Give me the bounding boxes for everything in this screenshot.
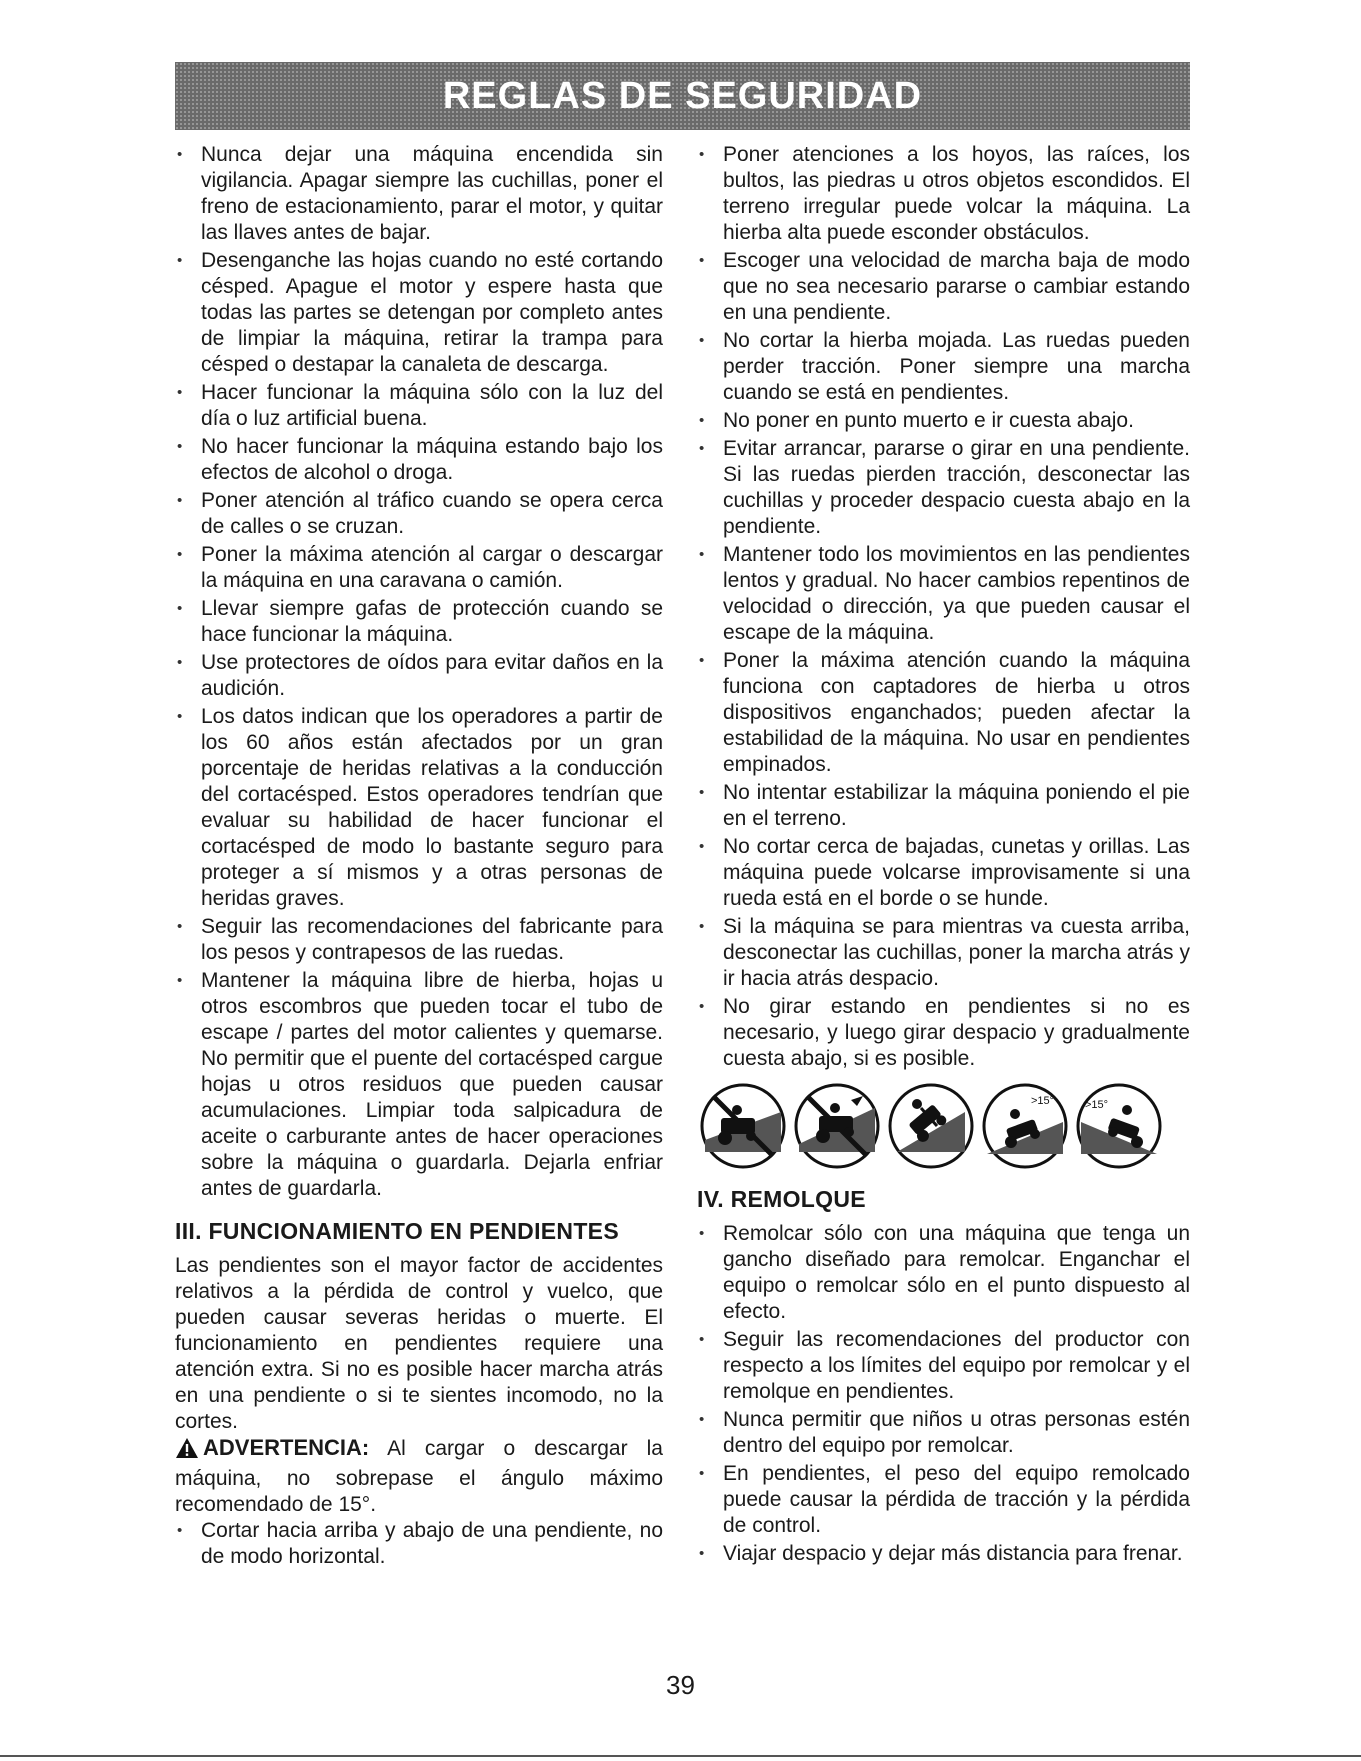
list-item: • Desenganche las hojas cuando no esté cortando césped. Apague el motor y espere hasta que todas las partes se detengan por completo antes de limpiar la máquina, retirar la trampa para césped o destapar la canaleta de descarga.: [175, 248, 663, 378]
warning-label: ADVERTENCIA:: [203, 1435, 370, 1460]
list-item: • Viajar despacio y dejar más distancia para frenar.: [697, 1541, 1190, 1567]
no-mow-across-slope-icon: [699, 1082, 787, 1170]
list-item: • No intentar estabilizar la máquina poniendo el pie en el terreno.: [697, 780, 1190, 832]
section-heading-towing: IV. REMOLQUE: [697, 1186, 866, 1212]
slopes-list-right: [697, 142, 1190, 1072]
slope-safety-illustrations: [699, 1082, 1190, 1170]
list-item: • Hacer funcionar la máquina sólo con la luz del día o luz artificial buena.: [175, 380, 663, 432]
tipping-mower-icon: [887, 1082, 975, 1170]
list-item: • Seguir las recomendaciones del productor con respecto a los límites del equipo por remolcar y el remolque en pendientes.: [697, 1327, 1190, 1405]
list-item: • Si la máquina se para mientras va cuesta arriba, desconectar las cuchillas, poner la marcha atrás y ir hacia atrás despacio.: [697, 914, 1190, 992]
towing-list: [697, 1221, 1190, 1567]
list-item: • No cortar cerca de bajadas, cunetas y orillas. Las máquina puede volcarse improvisamente si una rueda está en el borde o se hunde.: [697, 834, 1190, 912]
list-item: • No cortar la hierba mojada. Las ruedas pueden perder tracción. Poner siempre una marcha cuando se está en pendientes.: [697, 328, 1190, 406]
slopes-intro: Las pendientes son el mayor factor de accidentes relativos a la pérdida de control y vuelco, que pueden causar severas heridas o muerte. El funcionamiento en pendientes requiere una atención extra. Si no es posible hacer marcha atrás en una pendiente o si te sientes incomodo, no la cortes.: [175, 1254, 663, 1433]
bottom-divider: [0, 1755, 1361, 1757]
list-item: • En pendientes, el peso del equipo remolcado puede causar la pérdida de tracción y la pérdida de control.: [697, 1461, 1190, 1539]
angle-label: >15°: [1031, 1095, 1055, 1107]
uphill-angle-icon: [981, 1082, 1069, 1170]
page-title: REGLAS DE SEGURIDAD: [442, 74, 923, 117]
no-turn-on-slope-icon: [793, 1082, 881, 1170]
list-item: • Evitar arrancar, pararse o girar en una pendiente. Si las ruedas pierden tracción, desconectar las cuchillas y proceder despacio cuesta abajo en la pendiente.: [697, 436, 1190, 540]
list-item: • Use protectores de oídos para evitar daños en la audición.: [175, 650, 663, 702]
list-item: • No girar estando en pendientes si no es necesario, y luego girar despacio y gradualmente cuesta abajo, si es posible.: [697, 994, 1190, 1072]
section-heading-slopes: III. FUNCIONAMIENTO EN PENDIENTES: [175, 1218, 619, 1244]
list-item: • Poner atención al tráfico cuando se opera cerca de calles o se cruzan.: [175, 488, 663, 540]
list-item: • Poner la máxima atención al cargar o descargar la máquina en una caravana o camión.: [175, 542, 663, 594]
slopes-list-left: [175, 1518, 663, 1570]
left-column: [175, 142, 663, 1572]
list-item: • No poner en punto muerto e ir cuesta abajo.: [697, 408, 1190, 434]
header-banner: [175, 62, 1190, 130]
page-number: 39: [666, 1670, 695, 1700]
list-item: • Poner la máxima atención cuando la máquina funciona con captadores de hierba u otros dispositivos enganchados; pueden afectar la estabilidad de la máquina. No usar en pendientes empinados.: [697, 648, 1190, 778]
list-item: • Cortar hacia arriba y abajo de una pendiente, no de modo horizontal.: [175, 1518, 663, 1570]
warning-note: [175, 1435, 663, 1518]
downhill-angle-icon: [1075, 1082, 1163, 1170]
list-item: • Los datos indican que los operadores a partir de los 60 años están afectados por un gran porcentaje de heridas relativas a la conducción del cortacésped. Estos operadores tendrían que evaluar su habilidad de hacer funcionar el cortacésped de modo lo bastante seguro para proteger a sí mismos y a otras personas de heridas graves.: [175, 704, 663, 912]
list-item: • Remolcar sólo con una máquina que tenga un gancho diseñado para remolcar. Enganchar el equipo o remolcar sólo en el punto dispuesto al efecto.: [697, 1221, 1190, 1325]
list-item: • Poner atenciones a los hoyos, las raíces, los bultos, las piedras u otros objetos escondidos. El terreno irregular puede volcar la máquina. La hierba alta puede esconder obstáculos.: [697, 142, 1190, 246]
list-item: • Escoger una velocidad de marcha baja de modo que no sea necesario pararse o cambiar estando en una pendiente.: [697, 248, 1190, 326]
list-item: • Nunca dejar una máquina encendida sin vigilancia. Apagar siempre las cuchillas, poner el freno de estacionamiento, parar el motor, y quitar las llaves antes de bajar.: [175, 142, 663, 246]
warning-triangle-icon: [175, 1437, 199, 1466]
list-item: • Mantener la máquina libre de hierba, hojas u otros escombros que pueden tocar el tubo de escape / partes del motor calientes y quemarse. No permitir que el puente del cortacésped cargue hojas u otros residuos que pueden causar acumulaciones. Limpiar toda salpicadura de aceite o carburante antes de hacer operaciones sobre la máquina o guardarla. Dejarla enfriar antes de guardarla.: [175, 968, 663, 1202]
list-item: • Nunca permitir que niños u otras personas estén dentro del equipo por remolcar.: [697, 1407, 1190, 1459]
list-item: • Llevar siempre gafas de protección cuando se hace funcionar la máquina.: [175, 596, 663, 648]
list-item: • Mantener todo los movimientos en las pendientes lentos y gradual. No hacer cambios repentinos de velocidad o dirección, ya que pueden causar el escape de la máquina.: [697, 542, 1190, 646]
right-column: [697, 142, 1190, 1569]
list-item: • Seguir las recomendaciones del fabricante para los pesos y contrapesos de las ruedas.: [175, 914, 663, 966]
angle-label: >15°: [1085, 1099, 1109, 1111]
warning-text: Al cargar o descargar la máquina, no sobrepase el ángulo máximo recomendado de 15°.: [175, 1437, 663, 1516]
safety-list-general: [175, 142, 663, 1202]
list-item: • No hacer funcionar la máquina estando bajo los efectos de alcohol o droga.: [175, 434, 663, 486]
